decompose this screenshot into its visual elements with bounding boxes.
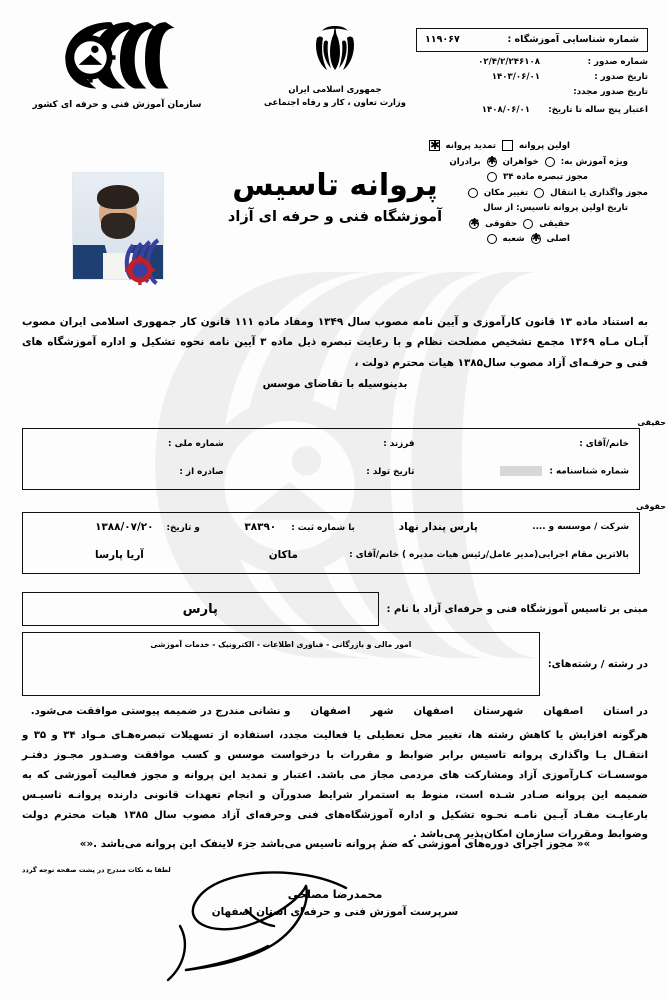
address-note: و نشانی مندرج در ضمیمه پیوستی موافقت می‌شود. xyxy=(30,706,291,717)
executive-label: بالاترین مقام اجرایی(مدیر عامل/رئیس هیات مدیره ) خانم/آقای : xyxy=(349,550,629,560)
renew-license-label: تمدید پروانه xyxy=(445,140,496,151)
institute-name-value[interactable]: پارس xyxy=(22,592,379,626)
holder-photo-block xyxy=(62,172,164,284)
main-branch-label: اصلی xyxy=(546,234,570,244)
natural-person-label: حقیقی xyxy=(539,218,570,229)
emblem-caption-country: جمهوری اسلامی ایران xyxy=(288,84,382,94)
county-value: اصفهان xyxy=(413,706,454,717)
registration-number-label: با شماره ثبت : xyxy=(291,523,355,533)
issue-number-row xyxy=(416,57,648,67)
birth-date-label: تاریخ تولد : xyxy=(366,467,415,477)
legal-person-radio[interactable] xyxy=(469,219,479,229)
brothers-radio[interactable] xyxy=(487,157,497,167)
handwritten-signature-icon xyxy=(150,870,360,990)
natural-person-tag: حقیقی xyxy=(637,418,666,427)
institute-fields-row xyxy=(22,632,648,696)
legal-basis-text: به استناد ماده ۱۳ قانون کارآموزی و آیین نامه مصوب سال ۱۳۴۹ ومفاد ماده ۱۱۱ قانون کار جمهوری اسلامی ایران مصوب آبـان مـاه ۱۳۶۹ مجمع تشخیص مصلحت نظام و با رعایت تبصره ذیل ماده ۳ آیین نامه نحوه تشکیل و اداره آموزشگاه های فنی و حرفـه‌ای آزاد مصوب سال۱۳۸۵ هیات محترم دولت ، xyxy=(22,316,649,369)
attachment-note: »« مجوز اجرای دوره‌های آموزشی که ضمٔ پروانه تاسیس می‌باشد جزء لاینفک این پروانه می‌باشد .«» xyxy=(79,838,591,850)
issued-from-label: صادره از : xyxy=(179,467,224,477)
redacted-field xyxy=(500,466,542,476)
company-name-value: پارس پندار نهاد xyxy=(398,521,478,533)
registration-number-value: ۳۸۳۹۰ xyxy=(244,521,277,533)
option-gender xyxy=(398,157,648,167)
validity-value: ۱۴۰۸/۰۶/۰۱ xyxy=(481,105,530,115)
first-license-checkbox[interactable] xyxy=(502,140,513,151)
tvto-logo-icon xyxy=(58,18,176,94)
validity-row xyxy=(416,105,648,115)
natural-person-radio[interactable] xyxy=(523,219,533,229)
emblem-caption-ministry: وزارت تعاون ، کار و رفاه اجتماعی xyxy=(264,96,406,107)
iran-emblem-block xyxy=(250,22,420,108)
special-for-label: ویژه آموزش به: xyxy=(560,156,628,167)
hair-icon xyxy=(97,185,139,209)
legal-basis-paragraph xyxy=(22,312,648,394)
birth-certificate-label: شماره شناسنامه : xyxy=(549,466,629,477)
first-license-label: اولین پروانه xyxy=(518,140,570,151)
sisters-radio[interactable] xyxy=(545,157,555,167)
option-person-type xyxy=(398,219,648,229)
father-name-label: فرزند : xyxy=(383,439,415,449)
signer-name: محمدرضا مصلحی xyxy=(287,888,383,901)
tvto-caption: سازمان آموزش فنی و حرفه ای کشور xyxy=(32,100,202,110)
legal-person-row-1 xyxy=(23,513,639,541)
issue-date-label: تاریخ صدور : xyxy=(594,72,648,82)
transfer-radio[interactable] xyxy=(534,188,544,198)
province-value: اصفهان xyxy=(543,706,584,717)
legal-person-tag: حقوقی xyxy=(636,502,666,511)
applicant-name-label: خانم/آقای : xyxy=(579,439,629,449)
issue-number-label: شماره صدور : xyxy=(587,57,648,67)
signature-block xyxy=(0,888,670,918)
national-id-label: شماره ملی : xyxy=(168,439,224,449)
city-label: شهر xyxy=(370,706,394,717)
sisters-label: خواهران xyxy=(502,156,539,167)
issue-date-row xyxy=(416,72,648,82)
renew-license-checkbox[interactable] xyxy=(429,140,440,151)
relocation-radio[interactable] xyxy=(468,188,478,198)
page-title: پروانه تاسیس xyxy=(232,168,438,203)
article34-label: مجوز تبصره ماده ۳۴ xyxy=(503,172,588,182)
institute-id-value: ۱۱۹۰۶۷ xyxy=(425,34,460,45)
issue-number-value: ۰۲/۴/۲/۲۴۶۱۰۸ xyxy=(478,57,540,67)
option-transfer-relocation xyxy=(398,188,648,198)
institute-id-label: شماره شناسایی آموزشگاه : xyxy=(507,34,639,45)
brothers-label: برادران xyxy=(449,156,481,167)
legal-person-row-2 xyxy=(23,541,639,569)
validity-label: اعتبار پنج ساله تا تاریخ: xyxy=(548,105,648,115)
iran-emblem-icon xyxy=(304,22,366,78)
executive-last-name: آریا پارسا xyxy=(95,549,144,561)
license-options xyxy=(398,140,648,250)
closing-paragraph: هرگونه افزایش یا کاهش رشته ها، تغییر محل تعطیلی یا فعالیت مجدد، استفاده از تسهیلات تبصره‌هـای مـواد ۳۴ و ۳۵ و انتقـال یـا واگذاری پروانه تاسیس برابر ضوابط و مقررات با درخواست موسس و کسب موافقت وصـدور مجـوز دفتـر موسسـات کـارآموزی آزاد ومشارکت های مردمی مجاز می باشد. اعتبار و تمدید این پروانه و مجوز فعالیت آموزشی که به ضمیمه این پروانه صـادر شـده است، منوط به استمرار شرایط صدورآن و انجام تعهدات قانونی دارنده پروانـه تاسیـس بارعایـت مفـاد آیـین نامـه نحـوه تشکیل و اداره آموزشگاه‌های فنی وحرفه‌ای آزاد مصوب سال ۱۳۸۵ هیات محترم دولت وضوابط ومقررات سازمان امکان‌پذیر می‌باشد . xyxy=(22,730,648,841)
branch-label: شعبه xyxy=(502,234,525,244)
location-row xyxy=(22,706,648,717)
county-label: شهرستان xyxy=(473,706,524,717)
issue-date-value: ۱۴۰۳/۰۶/۰۱ xyxy=(491,72,540,82)
page-subtitle: آموزشگاه فنی و حرفه ای آزاد xyxy=(227,209,443,225)
institute-fields-label: در رشته / رشته‌های: xyxy=(547,658,648,670)
hereby-line: بدینوسیله با تقاضای موسس xyxy=(262,377,408,390)
institute-name-row xyxy=(22,592,648,626)
article34-radio[interactable] xyxy=(487,172,497,182)
legal-person-label: حقوقی xyxy=(485,218,518,229)
province-label: در استان xyxy=(603,706,648,717)
relocation-label: تغییر مکان xyxy=(483,187,529,198)
institute-name-label: مبنی بر تاسیس آموزشگاه فنی و حرفه‌ای آزاد با نام : xyxy=(386,603,648,615)
natural-person-box xyxy=(22,428,640,490)
executive-first-name: ماکان xyxy=(268,549,298,561)
main-branch-radio[interactable] xyxy=(531,234,541,244)
natural-person-row-2 xyxy=(23,457,639,485)
option-license-type xyxy=(398,140,648,151)
option-article34 xyxy=(398,172,648,182)
document-header xyxy=(0,0,670,150)
city-value: اصفهان xyxy=(310,706,351,717)
registration-date-label: و تاریخ: xyxy=(166,523,200,533)
institute-fields-value[interactable]: امور مالی و بازرگانی - فناوری اطلاعات - الکترونیک - خدمات آموزشی xyxy=(22,632,540,696)
institute-id-box xyxy=(416,28,648,52)
back-page-note: لطفا به نکات مندرج در پشت صفحه توجه گردد xyxy=(22,866,171,874)
legal-person-box xyxy=(22,512,640,574)
reissue-date-row xyxy=(416,87,648,97)
transfer-label: مجوز واگذاری یا انتقال xyxy=(550,187,648,198)
signer-role: سرپرست آموزش فنی و حرفه‌ای استان اصفهان xyxy=(211,906,459,918)
branch-radio[interactable] xyxy=(487,234,497,244)
company-label: شرکت / موسسه و .... xyxy=(532,522,629,532)
natural-person-row-1 xyxy=(23,429,639,457)
first-license-date-label: تاریخ اولین پروانه تاسیس: از سال xyxy=(483,203,628,213)
option-first-date xyxy=(398,203,648,213)
official-seal-icon xyxy=(120,232,178,290)
registration-date-value: ۱۳۸۸/۰۷/۲۰ xyxy=(95,521,154,533)
reissue-date-label: تاریخ صدور مجدد: xyxy=(573,87,648,97)
option-branch-type xyxy=(398,234,648,244)
tvto-logo-block xyxy=(22,18,212,110)
identification-block xyxy=(416,28,648,115)
